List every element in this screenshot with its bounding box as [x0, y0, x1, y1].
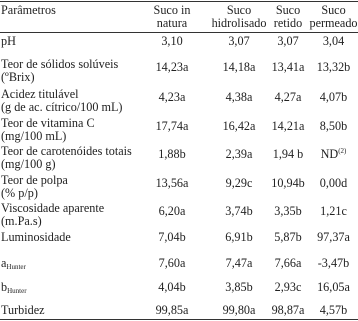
- row-label: Luminosidade: [1, 230, 71, 244]
- footnote-marker: (2): [338, 147, 347, 155]
- row-label-subscript: Hunter: [7, 287, 27, 295]
- cell-permeado-value: ND: [320, 147, 339, 161]
- header-suco-permeado-line2: permeado: [309, 16, 358, 30]
- row-label: pH: [1, 34, 16, 48]
- cell-retido: 10,94b: [271, 176, 305, 190]
- cell-retido: 1,94 b: [272, 147, 304, 161]
- row-label-unit: (g de ac. cítrico/100 mL): [1, 100, 123, 114]
- cell-in-natura: 17,74a: [155, 119, 189, 133]
- row-label-unit: (m.Pa.s): [1, 214, 42, 228]
- cell-in-natura: 4,04b: [158, 280, 186, 294]
- cell-in-natura: 14,23a: [155, 60, 189, 74]
- table-bottom-rule: [0, 319, 358, 320]
- cell-retido: 7,66a: [274, 256, 302, 270]
- cell-permeado: 13,32b: [316, 60, 351, 74]
- cell-permeado: 4,07b: [319, 90, 348, 104]
- cell-hidrolisado: 9,29c: [225, 176, 253, 190]
- cell-permeado: 0,00d: [319, 176, 348, 190]
- header-suco-hidrolisado-line1: Suco: [226, 3, 252, 17]
- row-label: Acidez titulável: [1, 87, 79, 101]
- cell-hidrolisado: 4,38a: [225, 90, 253, 104]
- cell-hidrolisado: 6,91b: [225, 230, 253, 244]
- cell-in-natura: 7,60a: [158, 256, 186, 270]
- cell-retido: 2,93c: [274, 280, 302, 294]
- row-label-main: b: [1, 280, 8, 294]
- row-label: [1, 280, 27, 294]
- row-label: Turbidez: [1, 303, 45, 317]
- header-suco-retido-line1: Suco: [275, 3, 301, 17]
- row-label-unit: (mg/100 g): [1, 157, 56, 171]
- row-label-unit: (% p/p): [1, 186, 38, 200]
- row-label-unit: (mg/100 mL): [1, 129, 67, 143]
- row-label: [1, 256, 26, 270]
- cell-in-natura: 4,23a: [158, 90, 186, 104]
- cell-retido: 14,21a: [271, 119, 305, 133]
- row-label: Teor de carotenóides totais: [1, 144, 132, 158]
- cell-in-natura: 6,20a: [158, 204, 186, 218]
- cell-in-natura: 13,56a: [155, 176, 189, 190]
- cell-retido: 3,35b: [274, 204, 302, 218]
- header-suco-in-natura-line2: natura: [156, 16, 188, 30]
- table-top-rule: [0, 1, 358, 2]
- cell-permeado: 8,50b: [319, 119, 348, 133]
- cell-hidrolisado: 3,85b: [225, 280, 253, 294]
- cell-hidrolisado: 2,39a: [225, 147, 253, 161]
- row-label-main: a: [1, 256, 7, 270]
- cell-permeado: 3,04: [322, 34, 345, 48]
- cell-in-natura: 3,10: [161, 34, 183, 48]
- cell-hidrolisado: 3,74b: [225, 204, 253, 218]
- header-suco-permeado-line1: Suco: [321, 3, 346, 17]
- cell-retido: 13,41a: [271, 60, 305, 74]
- cell-retido: 4,27a: [274, 90, 302, 104]
- cell-permeado: 16,05a: [317, 280, 350, 294]
- cell-in-natura: 99,85a: [155, 303, 189, 317]
- cell-retido: 3,07: [277, 34, 299, 48]
- cell-permeado: 4,57b: [319, 303, 348, 317]
- header-parameters: Parâmetros: [1, 3, 56, 17]
- row-label: Teor de sólidos solúveis: [1, 57, 119, 71]
- cell-in-natura: 1,88b: [158, 147, 186, 161]
- cell-hidrolisado: 3,07: [228, 34, 250, 48]
- cell-permeado: 1,21c: [320, 204, 347, 218]
- cell-permeado: [309, 147, 358, 161]
- row-label: Teor de vitamina C: [1, 116, 95, 130]
- cell-hidrolisado: 99,80a: [222, 303, 256, 317]
- header-suco-in-natura-line1: Suco in: [153, 3, 191, 17]
- cell-hidrolisado: 16,42a: [222, 119, 256, 133]
- cell-in-natura: 7,04b: [158, 230, 186, 244]
- cell-retido: 5,87b: [274, 230, 302, 244]
- row-label-unit: (ºBrix): [1, 70, 35, 84]
- cell-retido: 98,87a: [271, 303, 305, 317]
- row-label: Teor de polpa: [1, 173, 68, 187]
- cell-permeado: -3,47b: [317, 256, 350, 270]
- cell-hidrolisado: 14,18a: [222, 60, 256, 74]
- cell-hidrolisado: 7,47a: [225, 256, 253, 270]
- header-suco-hidrolisado-line2: hidrolisado: [211, 16, 267, 30]
- header-suco-retido-line2: retido: [273, 16, 303, 30]
- row-label-subscript: Hunter: [6, 263, 26, 271]
- cell-permeado: 97,37a: [317, 230, 350, 244]
- row-label: Viscosidade aparente: [1, 201, 105, 215]
- header-bottom-rule: [0, 32, 358, 33]
